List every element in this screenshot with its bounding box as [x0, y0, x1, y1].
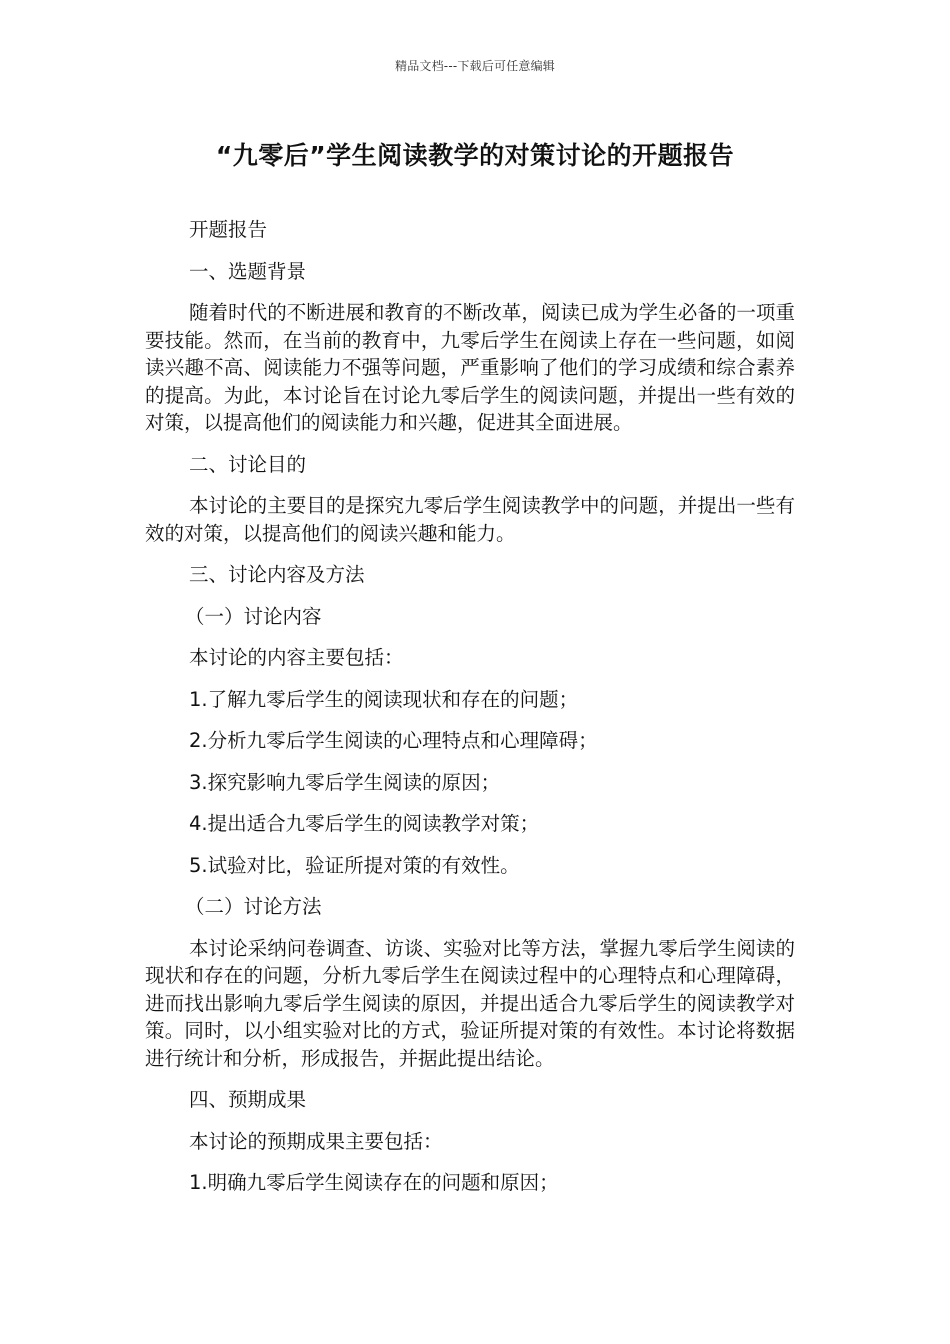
list-item: 4.提出适合九零后学生的阅读教学对策； [189, 812, 540, 835]
paragraph-purpose: 本讨论的主要目的是探究九零后学生阅读教学中的问题，并提出一些有效的对策，以提高他们的阅读兴趣和能力。 [145, 494, 795, 545]
paragraph-results-intro: 本讨论的预期成果主要包括： [189, 1129, 443, 1153]
list-item: 1.明确九零后学生阅读存在的问题和原因； [189, 1171, 559, 1194]
paragraph-background: 随着时代的不断进展和教育的不断改革，阅读已成为学生必备的一项重要技能。然而，在当前的教育中，九零后学生在阅读上存在一些问题，如阅读兴趣不高、阅读能力不强等问题，严重影响了他们的学习成绩和综合素养的提高。为此，本讨论旨在讨论九零后学生的阅读问题，并提出一些有效的对策，以提高他们的阅读能力和兴趣，促进其全面进展。 [145, 301, 795, 434]
paragraph-content-intro: 本讨论的内容主要包括： [189, 646, 404, 669]
heading-expected-results: 四、预期成果 [189, 1088, 307, 1111]
subheading-method: （二）讨论方法 [185, 895, 322, 918]
heading-background: 一、选题背景 [189, 259, 307, 283]
list-item: 5.试验对比，验证所提对策的有效性。 [189, 853, 520, 877]
document-title: “九零后”学生阅读教学的对策讨论的开题报告 [215, 141, 735, 170]
header-note: 精品文档---下载后可任意编辑 [395, 59, 555, 73]
list-item: 1.了解九零后学生的阅读现状和存在的问题； [189, 687, 579, 711]
list-item: 2.分析九零后学生阅读的心理特点和心理障碍； [189, 729, 598, 752]
heading-content-method: 三、讨论内容及方法 [189, 563, 365, 586]
subheading-content: （一）讨论内容 [185, 604, 322, 628]
document-body [145, 216, 795, 1211]
heading-purpose: 二、讨论目的 [189, 452, 307, 476]
section-label-report: 开题报告 [189, 218, 268, 241]
list-item: 3.探究影响九零后学生阅读的原因； [189, 770, 501, 794]
paragraph-method: 本讨论采纳问卷调查、访谈、实验对比等方法，掌握九零后学生阅读的现状和存在的问题，分析九零后学生在阅读过程中的心理特点和心理障碍，进而找出影响九零后学生阅读的原因，并提出适合九零后学生的阅读教学对策。同时，以小组实验对比的方式，验证所提对策的有效性。本讨论将数据进行统计和分析，形成报告，并据此提出结论。 [145, 936, 795, 1070]
